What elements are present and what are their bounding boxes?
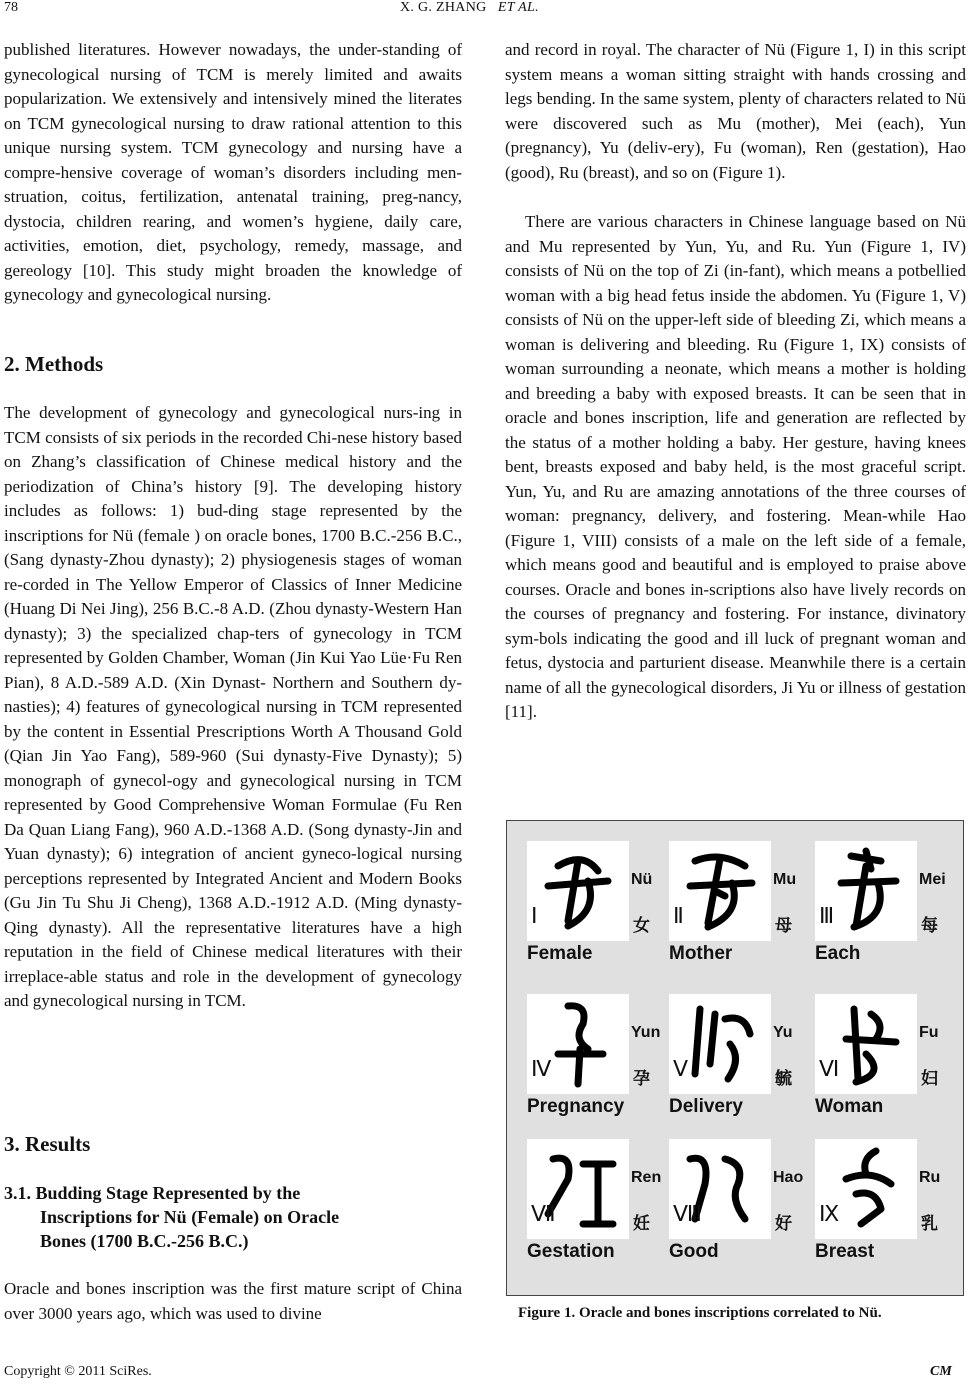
english-label: Delivery: [669, 1096, 743, 1117]
right-paragraph-1: [505, 38, 966, 185]
pinyin-label: Hao: [773, 1169, 804, 1186]
hanzi-label: 毓: [775, 1069, 792, 1089]
hanzi-label: 乳: [921, 1214, 938, 1234]
oracle-glyph-image: [527, 841, 629, 941]
roman-numeral: Ⅲ: [819, 903, 835, 928]
figure-cell-mother: [669, 841, 817, 991]
hanzi-label: 妇: [921, 1069, 938, 1089]
english-label: Good: [669, 1241, 719, 1262]
figure-cell-woman: [815, 994, 963, 1144]
hanzi-label: 孕: [633, 1069, 650, 1089]
methods-heading: 2. Methods: [4, 352, 104, 376]
journal-abbrev: CM: [930, 1364, 952, 1379]
roman-numeral: Ⅴ: [673, 1056, 689, 1081]
pinyin-label: Yu: [773, 1024, 793, 1041]
hanzi-label: 女: [633, 916, 650, 936]
results-text: Oracle and bones inscription was the first mature script of China over 3000 years ago, which was used to divine: [4, 1279, 462, 1323]
intro-text: published literatures. However nowadays, the under-standing of gynecological nursing of TCM is merely limited and awaits popularization. We extensively and intensively mined the literates on TCM gynecological nursing to draw rational attention to this unique nursing system. TCM gynecology and nursing have a compre-hensive coverage of woman’s disorders including men-struation, coitus, fertilization, antenatal training, preg-nancy, dystocia, children rearing, and women’s hygiene, daily care, activities, emotion, diet, psychology, remedy, massage, and gereology [10]. This study might broaden the knowledge of gynecology and gynecological nursing.: [4, 40, 462, 304]
subheading-line-3: Bones (1700 B.C.-256 B.C.): [40, 1231, 249, 1251]
pinyin-label: Mu: [773, 871, 797, 888]
english-label: Mother: [669, 943, 733, 964]
english-label: Each: [815, 943, 861, 964]
running-header: [400, 0, 539, 16]
pinyin-label: Nü: [631, 871, 653, 888]
methods-text: The development of gynecology and gynecological nurs-ing in TCM consists of six periods in the recorded Chi-nese history based on Zhang’s classification of Chinese medical history and the periodization of China’s history [9]. The developing history includes as follows: 1) bud-ding stage represented by the inscriptions for Nü (female ) on oracle bones, 1700 B.C.-256 B.C., (Sang dynasty-Zhou dynasty); 2) physiogenesis stages of woman re-corded in The Yellow Emperor of Classics of Inner Medicine (Huang Di Nei Jing), 256 B.C.-8 A.D. (Zhou dynasty-Western Han dynasty); 3) the specialized chap-ters of gynecology in TCM represented by Golden Chamber, Woman (Jin Kui Yao Lüe·Fu Ren Pian), 8 A.D.-589 A.D. (Xin Dynast- Northern and Southern dy-nasties); 4) features of gynecological nursing in TCM represented by the content in Essential Prescriptions Worth A Thousand Gold (Qian Jin Yao Fang), 589-960 (Sui dynasty-Five Dynasty); 5) monograph of gynecol-ogy and gynecological nursing in TCM represented by Good Comprehensive Woman Formulae (Fu Ren Da Quan Liang Fang), 960 A.D.-1368 A.D. (Song dynasty-Jin and Yuan dynasty); 6) integration of ancient gyneco-logical nursing perceptions represented by Integrated Ancient and Modern Books (Gu Jin Tu Shu Ji Cheng), 1368 A.D.-1912 A.D. (Ming dynasty-Qing dynasty). All the representative literatures have a high reputation in the field of Chinese medical literatures with their irreplace-able status and role in the development of gynecology and gynecological nursing in TCM.: [4, 403, 462, 1010]
english-label: Gestation: [527, 1241, 615, 1262]
figure-oracle-inscriptions: [506, 820, 964, 1296]
page-number: 78: [4, 0, 18, 15]
pinyin-label: Ren: [631, 1169, 662, 1186]
figure-cell-breast: [815, 1139, 963, 1289]
figure-cell-female: [527, 841, 675, 991]
roman-numeral: Ⅰ: [531, 903, 538, 928]
hanzi-label: 母: [775, 916, 792, 936]
right-text-1: and record in royal. The character of Nü (Figure 1, I) in this script system means a woman sitting straight with hands crossing and legs bending. In the same system, plenty of characters related to Nü were discovered such as Mu (mother), Mei (each), Yun (pregnancy), Yu (deliv-ery), Fu (woman), Ren (gestation), Hao (good), Ru (breast), and so on (Figure 1).: [505, 40, 966, 182]
subheading-line-1: 3.1. Budding Stage Represented by the: [4, 1183, 301, 1203]
intro-paragraph: [4, 38, 462, 308]
copyright-footer: Copyright © 2011 SciRes.: [4, 1364, 152, 1379]
hanzi-label: 每: [921, 916, 938, 936]
roman-numeral: Ⅳ: [531, 1056, 552, 1081]
figure-cell-good: [669, 1139, 817, 1289]
figure-cell-each: [815, 841, 963, 991]
figure-caption: Figure 1. Oracle and bones inscriptions correlated to Nü.: [518, 1305, 882, 1321]
hanzi-label: 好: [775, 1214, 792, 1234]
pinyin-label: Mei: [919, 871, 946, 888]
hanzi-label: 妊: [633, 1214, 650, 1234]
figure-cell-gestation: [527, 1139, 675, 1289]
oracle-glyph-image: [669, 841, 771, 941]
methods-paragraph: [4, 401, 462, 1014]
right-paragraph-2: [505, 210, 966, 725]
subsection-heading: [4, 1181, 339, 1253]
english-label: Female: [527, 943, 593, 964]
english-label: Woman: [815, 1096, 884, 1117]
roman-numeral: Ⅷ: [673, 1201, 702, 1226]
header-etal: ET AL.: [497, 0, 539, 15]
subheading-line-2: Inscriptions for Nü (Female) on Oracle: [40, 1207, 340, 1227]
pinyin-label: Ru: [919, 1169, 941, 1186]
roman-numeral: Ⅸ: [819, 1201, 840, 1226]
english-label: Pregnancy: [527, 1096, 625, 1117]
header-authors: X. G. ZHANG: [400, 0, 487, 15]
figure-cell-delivery: [669, 994, 817, 1144]
roman-numeral: Ⅵ: [819, 1056, 840, 1081]
figure-cell-pregnancy: [527, 994, 675, 1144]
pinyin-label: Fu: [919, 1024, 939, 1041]
results-heading: 3. Results: [4, 1132, 91, 1156]
right-text-2: There are various characters in Chinese language based on Nü and Mu represented by Yun, Yu, and Ru. Yun (Figure 1, IV) consists of Nü on the top of Zi (in-fant), which means a potbellied woman with a big head fetus inside the abdomen. Yu (Figure 1, V) consists of Nü on the upper-left side of bleeding Zi, which means a woman is delivering and bleeding. Ru (Figure 1, IX) consists of woman surrounding a neonate, which means a mother is holding and breeding a baby with exposed breasts. It can be seen that in oracle and bones inscription, life and generation are reflected by the status of a mother holding a baby. Her gesture, having knees bent, breasts exposed and baby held, is the most graceful script. Yun, Yu, and Ru are amazing annotations of the three courses of woman: pregnancy, delivery, and fostering. Mean-while Hao (Figure 1, VIII) consists of a male on the left side of a female, which means good and beautiful and is employed to praise above courses. Oracle and bones in-scriptions also have lively records on the courses of pregnancy and fostering. For instance, divinatory sym-bols indicating the good and ill luck of pregnant woman and fetus, dystocia and parturient disease. Meanwhile there is a certain name of all the gynecological disorders, Ji Yu or illness of gestation [11].: [505, 212, 966, 721]
english-label: Breast: [815, 1241, 875, 1262]
roman-numeral: Ⅶ: [531, 1201, 556, 1226]
roman-numeral: Ⅱ: [673, 903, 684, 928]
results-paragraph: [4, 1277, 462, 1326]
pinyin-label: Yun: [631, 1024, 661, 1041]
